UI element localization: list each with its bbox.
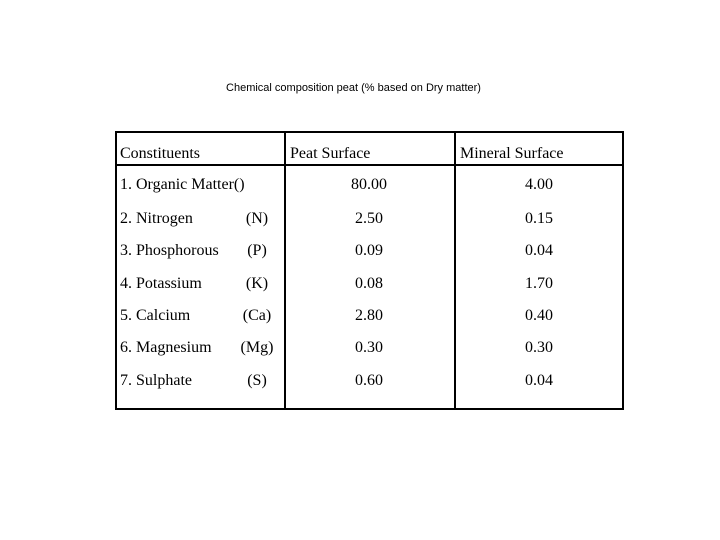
header-divider <box>117 164 622 166</box>
mineral-value: 0.30 <box>525 339 553 356</box>
column-divider <box>284 133 286 408</box>
constituent-name: 5. Calcium <box>120 307 191 324</box>
constituent-symbol: (S) <box>247 372 267 389</box>
header-peat-surface: Peat Surface <box>290 145 371 162</box>
mineral-value: 4.00 <box>525 176 553 193</box>
constituent-symbol: (K) <box>245 275 269 292</box>
peat-value: 2.80 <box>355 307 383 324</box>
constituent-name: 7. Sulphate <box>120 372 192 389</box>
mineral-value: 0.04 <box>525 242 553 259</box>
peat-value: 0.30 <box>355 339 383 356</box>
constituent-symbol: (Ca) <box>242 307 272 324</box>
constituent-symbol: (Mg) <box>240 339 274 356</box>
constituent-name: 6. Magnesium <box>120 339 212 356</box>
peat-value: 80.00 <box>351 176 387 193</box>
peat-value: 0.60 <box>355 372 383 389</box>
page-title: Chemical composition peat (% based on Dry matter) <box>226 82 481 94</box>
constituent-name: 3. Phosphorous <box>120 242 219 259</box>
column-divider <box>454 133 456 408</box>
constituent-symbol: (P) <box>247 242 267 259</box>
constituent-name: 4. Potassium <box>120 275 202 292</box>
mineral-value: 1.70 <box>525 275 553 292</box>
mineral-value: 0.40 <box>525 307 553 324</box>
peat-value: 2.50 <box>355 210 383 227</box>
mineral-value: 0.04 <box>525 372 553 389</box>
constituent-symbol: (N) <box>245 210 269 227</box>
composition-table <box>115 131 624 410</box>
peat-value: 0.08 <box>355 275 383 292</box>
header-mineral-surface: Mineral Surface <box>460 145 564 162</box>
constituent-name: 2. Nitrogen <box>120 210 193 227</box>
header-constituents: Constituents <box>120 145 201 162</box>
peat-value: 0.09 <box>355 242 383 259</box>
constituent-name: 1. Organic Matter() <box>120 176 245 193</box>
mineral-value: 0.15 <box>525 210 553 227</box>
